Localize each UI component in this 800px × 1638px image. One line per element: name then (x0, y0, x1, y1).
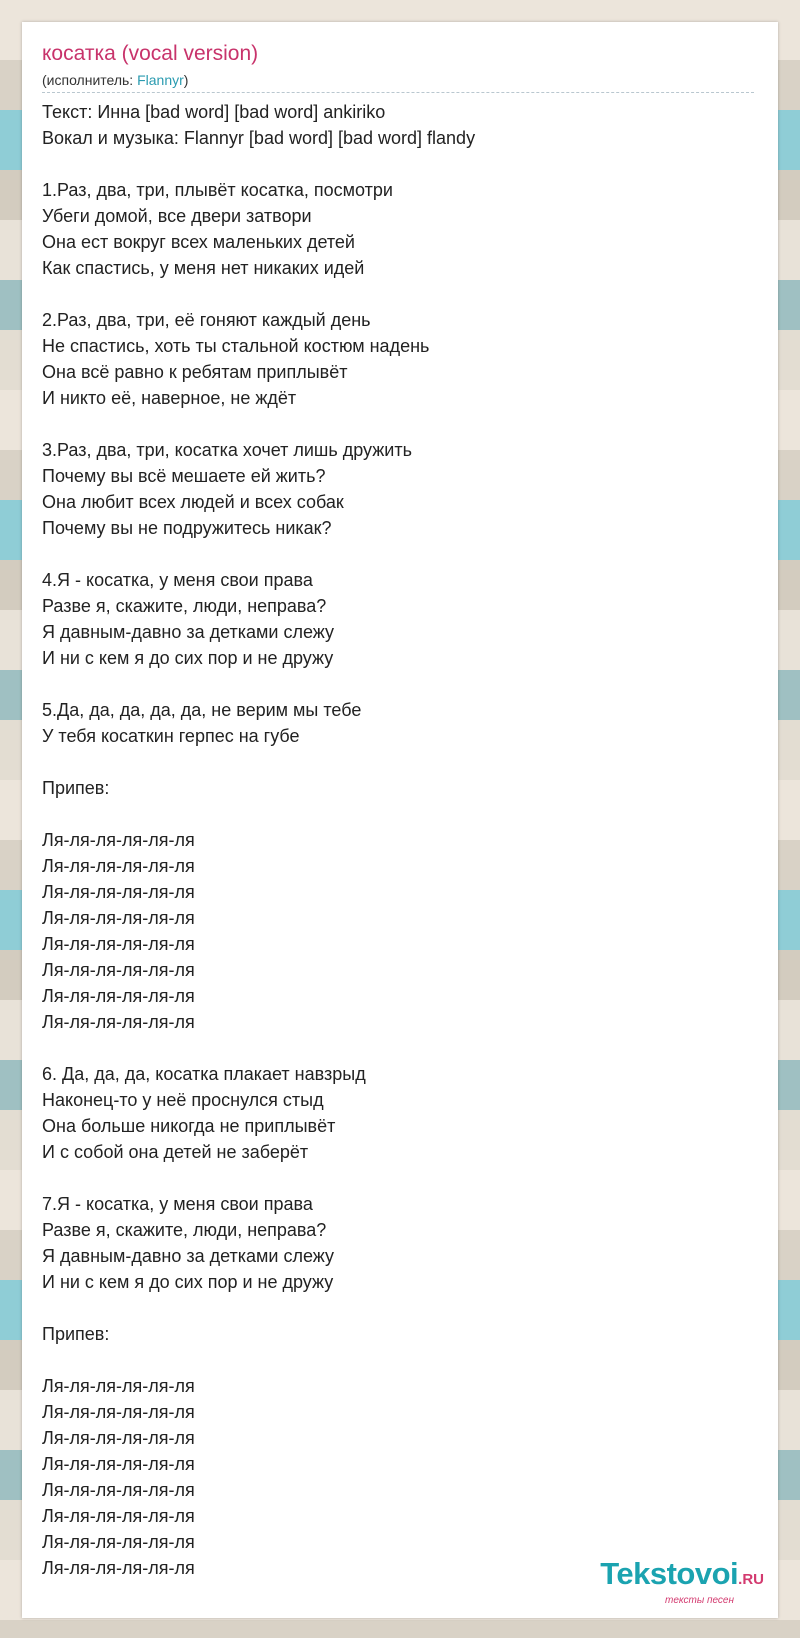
logo-tagline: тексты песен (665, 1595, 734, 1606)
lyrics-card (22, 22, 778, 1618)
lyric-line: У тебя косаткин герпес на губе (42, 726, 300, 746)
lyric-line: Текст: Инна [bad word] [bad word] ankiriko (42, 102, 386, 122)
lyric-line: Ля-ля-ля-ля-ля-ля (42, 1402, 195, 1422)
lyric-line (42, 281, 475, 307)
lyric-line: Вокал и музыка: Flannyr [bad word] [bad word] flandy (42, 128, 476, 148)
lyric-line: 6. Да, да, да, косатка плакает навзрыд (42, 1064, 366, 1084)
site-logo[interactable] (600, 1558, 764, 1606)
lyric-line: Ля-ля-ля-ля-ля-ля (42, 986, 195, 1006)
artist-line (42, 72, 188, 88)
lyric-line (42, 801, 475, 827)
lyric-line: 7.Я - косатка, у меня свои права (42, 1194, 313, 1214)
logo-name: Tekstovoi (600, 1556, 739, 1591)
lyric-line: Ля-ля-ля-ля-ля-ля (42, 1454, 195, 1474)
lyric-line: Припев: (42, 1324, 110, 1344)
lyric-line: 3.Раз, два, три, косатка хочет лишь дружить (42, 440, 412, 460)
artist-prefix: (исполнитель: (42, 72, 138, 88)
lyric-line: Ля-ля-ля-ля-ля-ля (42, 934, 195, 954)
logo-tld: .RU (738, 1571, 764, 1588)
lyric-line: 2.Раз, два, три, её гоняют каждый день (42, 310, 371, 330)
lyric-line: Ля-ля-ля-ля-ля-ля (42, 882, 195, 902)
lyric-line: 5.Да, да, да, да, да, не верим мы тебе (42, 700, 362, 720)
lyric-line: Я давным-давно за детками слежу (42, 1246, 335, 1266)
artist-suffix: ) (183, 72, 189, 88)
song-title: косатка (vocal version) (42, 42, 259, 65)
lyric-line: Ля-ля-ля-ля-ля-ля (42, 1376, 195, 1396)
lyric-line: Ля-ля-ля-ля-ля-ля (42, 1506, 195, 1526)
lyric-line: Ля-ля-ля-ля-ля-ля (42, 960, 195, 980)
lyric-line: Она больше никогда не приплывёт (42, 1116, 336, 1136)
lyric-line: Она ест вокруг всех маленьких детей (42, 232, 355, 252)
lyrics-text (42, 99, 475, 1581)
lyric-line (42, 151, 475, 177)
lyric-line: Ля-ля-ля-ля-ля-ля (42, 908, 195, 928)
lyric-line: Ля-ля-ля-ля-ля-ля (42, 1428, 195, 1448)
lyric-line: Она всё равно к ребятам приплывёт (42, 362, 348, 382)
title-divider (42, 92, 754, 93)
lyric-line: Почему вы не подружитесь никак? (42, 518, 332, 538)
lyric-line: И с собой она детей не заберёт (42, 1142, 309, 1162)
lyric-line: Не спастись, хоть ты стальной костюм надень (42, 336, 430, 356)
lyric-line (42, 411, 475, 437)
lyric-line: Ля-ля-ля-ля-ля-ля (42, 856, 195, 876)
lyric-line: Я давным-давно за детками слежу (42, 622, 335, 642)
lyric-line: И никто её, наверное, не ждёт (42, 388, 297, 408)
lyric-line (42, 1347, 475, 1373)
lyric-line: И ни с кем я до сих пор и не дружу (42, 648, 334, 668)
lyric-line (42, 541, 475, 567)
lyric-line: Ля-ля-ля-ля-ля-ля (42, 1532, 195, 1552)
lyric-line: Разве я, скажите, люди, неправа? (42, 1220, 327, 1240)
lyric-line: И ни с кем я до сих пор и не дружу (42, 1272, 334, 1292)
lyric-line: Ля-ля-ля-ля-ля-ля (42, 830, 195, 850)
lyric-line: Она любит всех людей и всех собак (42, 492, 344, 512)
lyric-line: Разве я, скажите, люди, неправа? (42, 596, 327, 616)
lyric-line: Ля-ля-ля-ля-ля-ля (42, 1480, 195, 1500)
lyric-line: 4.Я - косатка, у меня свои права (42, 570, 313, 590)
lyric-line: Почему вы всё мешаете ей жить? (42, 466, 326, 486)
artist-link[interactable]: Flannyr (137, 72, 184, 88)
lyric-line: Наконец-то у неё проснулся стыд (42, 1090, 324, 1110)
lyric-line (42, 1035, 475, 1061)
lyric-line (42, 1165, 475, 1191)
lyric-line (42, 1295, 475, 1321)
lyric-line (42, 749, 475, 775)
lyric-line: Ля-ля-ля-ля-ля-ля (42, 1012, 195, 1032)
lyric-line: Припев: (42, 778, 110, 798)
lyric-line: Убеги домой, все двери затвори (42, 206, 312, 226)
lyric-line: Как спастись, у меня нет никаких идей (42, 258, 365, 278)
lyric-line: Ля-ля-ля-ля-ля-ля (42, 1558, 195, 1578)
lyric-line (42, 671, 475, 697)
lyric-line: 1.Раз, два, три, плывёт косатка, посмотри (42, 180, 393, 200)
